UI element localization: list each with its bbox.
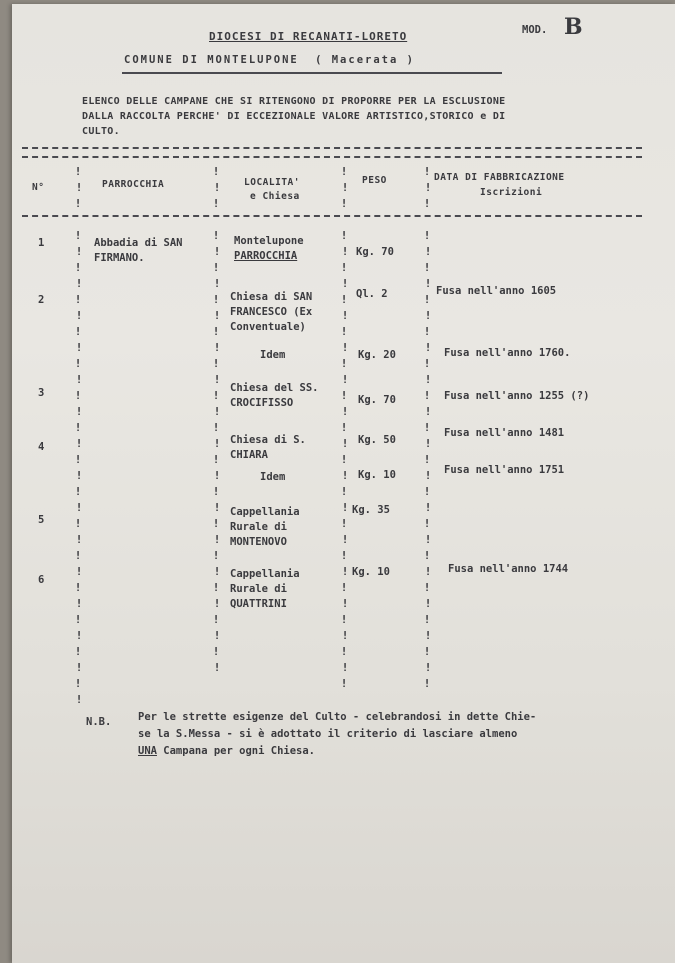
column-separator-mark: !	[341, 533, 349, 546]
column-separator-mark: !	[213, 565, 221, 578]
column-separator-mark: !	[424, 245, 432, 258]
row-4b-data: Fusa nell'anno 1751	[444, 464, 565, 476]
row-1-localita-1: Montelupone	[234, 235, 304, 247]
column-separator-mark: !	[75, 405, 83, 418]
column-separator-mark: !	[340, 389, 348, 402]
column-separator-mark: !	[340, 549, 348, 562]
column-separator-mark: !	[212, 581, 220, 594]
column-separator-mark: !	[75, 341, 83, 354]
column-separator-mark: !	[423, 389, 431, 402]
row-6-localita-3: QUATTRINI	[230, 598, 287, 610]
title-line-1: ELENCO DELLE CAMPANE CHE SI RITENGONO DI PROPORRE PER LA ESCLUSIONE	[82, 96, 506, 107]
column-separator-mark: !	[341, 501, 349, 514]
note-line-1: Per le strette esigenze del Culto - celebrandosi in dette Chie-	[138, 711, 537, 723]
column-separator-mark: !	[213, 629, 221, 642]
column-separator-mark: !	[424, 373, 432, 386]
row-2b-localita: Idem	[260, 349, 286, 361]
column-separator-mark: !	[340, 197, 348, 210]
column-separator-mark: !	[213, 309, 221, 322]
row-5-peso: Kg. 35	[352, 504, 390, 516]
column-separator-mark: !	[74, 581, 82, 594]
col-header-data-1: DATA DI FABBRICAZIONE	[434, 172, 565, 183]
column-separator-mark: !	[424, 661, 432, 674]
column-separator-mark: !	[213, 597, 221, 610]
column-separator-mark: !	[341, 469, 349, 482]
column-separator-mark: !	[424, 405, 432, 418]
column-separator-mark: !	[424, 277, 432, 290]
column-separator-mark: !	[75, 373, 83, 386]
column-separator-mark: !	[212, 165, 220, 178]
column-separator-mark: !	[340, 581, 348, 594]
row-5-localita-2: Rurale di	[230, 521, 287, 533]
row-5-num: 5	[38, 514, 45, 526]
column-separator-mark: !	[74, 389, 82, 402]
column-separator-mark: !	[341, 373, 349, 386]
column-separator-mark: !	[423, 517, 431, 530]
column-separator-mark: !	[340, 261, 348, 274]
col-header-peso: PESO	[362, 175, 387, 186]
column-separator-mark: !	[423, 197, 431, 210]
col-header-data-2: Iscrizioni	[480, 187, 543, 198]
title-line-2: DALLA RACCOLTA PERCHE' DI ECCEZIONALE VALORE ARTISTICO,STORICO e DI	[82, 111, 506, 122]
column-separator-mark: !	[424, 533, 432, 546]
column-separator-mark: !	[212, 389, 220, 402]
column-separator-mark: !	[74, 613, 82, 626]
column-separator-mark: !	[75, 501, 83, 514]
column-separator-mark: !	[75, 661, 83, 674]
row-4-peso: Kg. 50	[358, 434, 396, 446]
column-separator-mark: !	[212, 261, 220, 274]
column-separator-mark: !	[75, 565, 83, 578]
column-separator-mark: !	[212, 453, 220, 466]
column-separator-mark: !	[75, 437, 83, 450]
column-separator-mark: !	[213, 501, 221, 514]
row-6-localita-1: Cappellania	[230, 568, 300, 580]
column-separator-mark: !	[341, 341, 349, 354]
column-separator-mark: !	[423, 165, 431, 178]
column-separator-mark: !	[340, 229, 348, 242]
column-separator-mark: !	[340, 677, 348, 690]
column-separator-mark: !	[212, 549, 220, 562]
column-separator-mark: !	[423, 261, 431, 274]
row-4-data: Fusa nell'anno 1481	[444, 427, 565, 439]
column-separator-mark: !	[340, 453, 348, 466]
column-separator-mark: !	[213, 373, 221, 386]
column-separator-mark: !	[212, 357, 220, 370]
column-separator-mark: !	[423, 325, 431, 338]
row-1-num: 1	[38, 237, 45, 249]
column-separator-mark: !	[212, 325, 220, 338]
column-separator-mark: !	[424, 181, 432, 194]
col-header-num: N°	[32, 182, 45, 193]
column-separator-mark: !	[74, 261, 82, 274]
column-separator-mark: !	[74, 485, 82, 498]
mod-letter: B	[564, 14, 583, 40]
column-separator-mark: !	[424, 565, 432, 578]
row-1-peso: Kg. 70	[356, 246, 394, 258]
column-separator-mark: !	[341, 405, 349, 418]
column-separator-mark: !	[74, 197, 82, 210]
column-separator-mark: !	[75, 597, 83, 610]
column-separator-mark: !	[74, 677, 82, 690]
column-separator-mark: !	[74, 453, 82, 466]
note-label: N.B.	[86, 716, 112, 728]
column-separator-mark: !	[213, 245, 221, 258]
column-separator-mark: !	[341, 181, 349, 194]
column-separator-mark: !	[75, 629, 83, 642]
column-separator-mark: !	[213, 341, 221, 354]
row-6-peso: Kg. 10	[352, 566, 390, 578]
column-separator-mark: !	[74, 549, 82, 562]
row-2-localita-1: Chiesa di SAN	[230, 291, 313, 303]
column-separator-mark: !	[74, 517, 82, 530]
column-separator-mark: !	[75, 181, 83, 194]
row-5-localita-3: MONTENOVO	[230, 536, 287, 548]
table-top-rule	[22, 147, 642, 149]
column-separator-mark: !	[213, 661, 221, 674]
row-5-localita-1: Cappellania	[230, 506, 300, 518]
col-header-parrocchia: PARROCCHIA	[102, 179, 165, 190]
column-separator-mark: !	[341, 629, 349, 642]
column-separator-mark: !	[423, 581, 431, 594]
row-4b-localita: Idem	[260, 471, 286, 483]
row-6-num: 6	[38, 574, 45, 586]
title-line-3: CULTO.	[82, 126, 120, 137]
row-3-peso: Kg. 70	[358, 394, 396, 406]
column-separator-mark: !	[341, 309, 349, 322]
row-4-localita-2: CHIARA	[230, 449, 268, 461]
column-separator-mark: !	[212, 293, 220, 306]
column-separator-mark: !	[340, 325, 348, 338]
column-separator-mark: !	[212, 645, 220, 658]
column-separator-mark: !	[424, 629, 432, 642]
column-separator-mark: !	[74, 293, 82, 306]
heading-underline	[122, 72, 502, 74]
column-separator-mark: !	[75, 469, 83, 482]
column-separator-mark: !	[212, 613, 220, 626]
column-separator-mark: !	[424, 597, 432, 610]
row-2-localita-2: FRANCESCO (Ex	[230, 306, 313, 318]
row-4-num: 4	[38, 441, 45, 453]
column-separator-mark: !	[213, 181, 221, 194]
column-separator-mark: !	[424, 341, 432, 354]
column-separator-mark: !	[423, 613, 431, 626]
column-separator-mark: !	[75, 533, 83, 546]
comune-name: COMUNE DI MONTELUPONE	[124, 54, 299, 66]
row-2-data: Fusa nell'anno 1605	[436, 285, 557, 297]
column-separator-mark: !	[423, 357, 431, 370]
column-separator-mark: !	[74, 229, 82, 242]
row-2b-peso: Kg. 20	[358, 349, 396, 361]
column-separator-mark: !	[340, 293, 348, 306]
col-header-localita-2: e Chiesa	[250, 191, 300, 202]
column-separator-mark: !	[423, 229, 431, 242]
column-separator-mark: !	[341, 245, 349, 258]
row-6-data: Fusa nell'anno 1744	[448, 563, 569, 575]
row-6-localita-2: Rurale di	[230, 583, 287, 595]
column-separator-mark: !	[75, 245, 83, 258]
row-1-parrocchia-1: Abbadia di SAN	[94, 237, 183, 249]
column-separator-mark: !	[423, 485, 431, 498]
note-line-3-rest: Campana per ogni Chiesa.	[156, 745, 316, 757]
column-separator-mark: !	[340, 165, 348, 178]
column-separator-mark: !	[424, 437, 432, 450]
column-separator-mark: !	[424, 469, 432, 482]
row-2-num: 2	[38, 294, 45, 306]
column-separator-mark: !	[212, 197, 220, 210]
column-separator-mark: !	[74, 325, 82, 338]
table-header-rule	[22, 215, 642, 217]
row-4-localita-1: Chiesa di S.	[230, 434, 306, 446]
diocese-heading: DIOCESI DI RECANATI-LORETO	[209, 30, 408, 43]
column-separator-mark: !	[423, 453, 431, 466]
row-4b-peso: Kg. 10	[358, 469, 396, 481]
column-separator-mark: !	[341, 565, 349, 578]
row-3-localita-2: CROCIFISSO	[230, 397, 294, 409]
column-separator-mark: !	[74, 645, 82, 658]
column-separator-mark: !	[340, 613, 348, 626]
row-1-parrocchia-2: FIRMANO.	[94, 252, 145, 264]
column-separator-mark: !	[424, 309, 432, 322]
column-separator-mark: !	[74, 421, 82, 434]
column-separator-mark: !	[341, 277, 349, 290]
column-separator-mark: !	[213, 469, 221, 482]
column-separator-mark: !	[423, 421, 431, 434]
row-2-peso: Ql. 2	[356, 288, 388, 300]
column-separator-mark: !	[341, 437, 349, 450]
row-3-localita-1: Chiesa del SS.	[230, 382, 319, 394]
column-separator-mark: !	[423, 549, 431, 562]
row-2b-data: Fusa nell'anno 1760.	[444, 347, 571, 359]
column-separator-mark: !	[340, 485, 348, 498]
col-header-localita-1: LOCALITA'	[244, 177, 300, 188]
column-separator-mark: !	[212, 485, 220, 498]
column-separator-mark: !	[213, 277, 221, 290]
column-separator-mark: !	[340, 357, 348, 370]
column-separator-mark: !	[74, 165, 82, 178]
column-separator-mark: !	[340, 517, 348, 530]
note-emphasis: UNA	[138, 745, 157, 757]
row-3-num: 3	[38, 387, 45, 399]
column-separator-mark: !	[423, 645, 431, 658]
province-name: ( Macerata )	[315, 54, 415, 66]
row-3-data: Fusa nell'anno 1255 (?)	[444, 390, 590, 402]
note-line-3	[138, 743, 315, 760]
column-separator-mark: !	[424, 501, 432, 514]
comune-heading	[124, 54, 415, 66]
column-separator-mark: !	[213, 533, 221, 546]
column-separator-mark: !	[213, 437, 221, 450]
column-separator-mark: !	[74, 357, 82, 370]
column-separator-mark: !	[341, 597, 349, 610]
column-separator-mark: !	[212, 421, 220, 434]
column-separator-mark: !	[212, 517, 220, 530]
column-separator-mark: !	[75, 309, 83, 322]
mod-label: MOD.	[522, 24, 548, 36]
column-separator-mark: !	[213, 405, 221, 418]
column-separator-mark: !	[340, 645, 348, 658]
row-1-localita-2: PARROCCHIA	[234, 250, 298, 262]
column-separator-mark: !	[423, 293, 431, 306]
column-separator-mark: !	[75, 693, 83, 706]
column-separator-mark: !	[75, 277, 83, 290]
row-2-localita-3: Conventuale)	[230, 321, 306, 333]
note-line-2: se la S.Messa - si è adottato il criterio di lasciare almeno	[138, 728, 518, 740]
column-separator-mark: !	[212, 229, 220, 242]
column-separator-mark: !	[340, 421, 348, 434]
column-separator-mark: !	[341, 661, 349, 674]
column-separator-mark: !	[423, 677, 431, 690]
document-page	[12, 4, 675, 963]
table-top-rule-2	[22, 156, 642, 158]
